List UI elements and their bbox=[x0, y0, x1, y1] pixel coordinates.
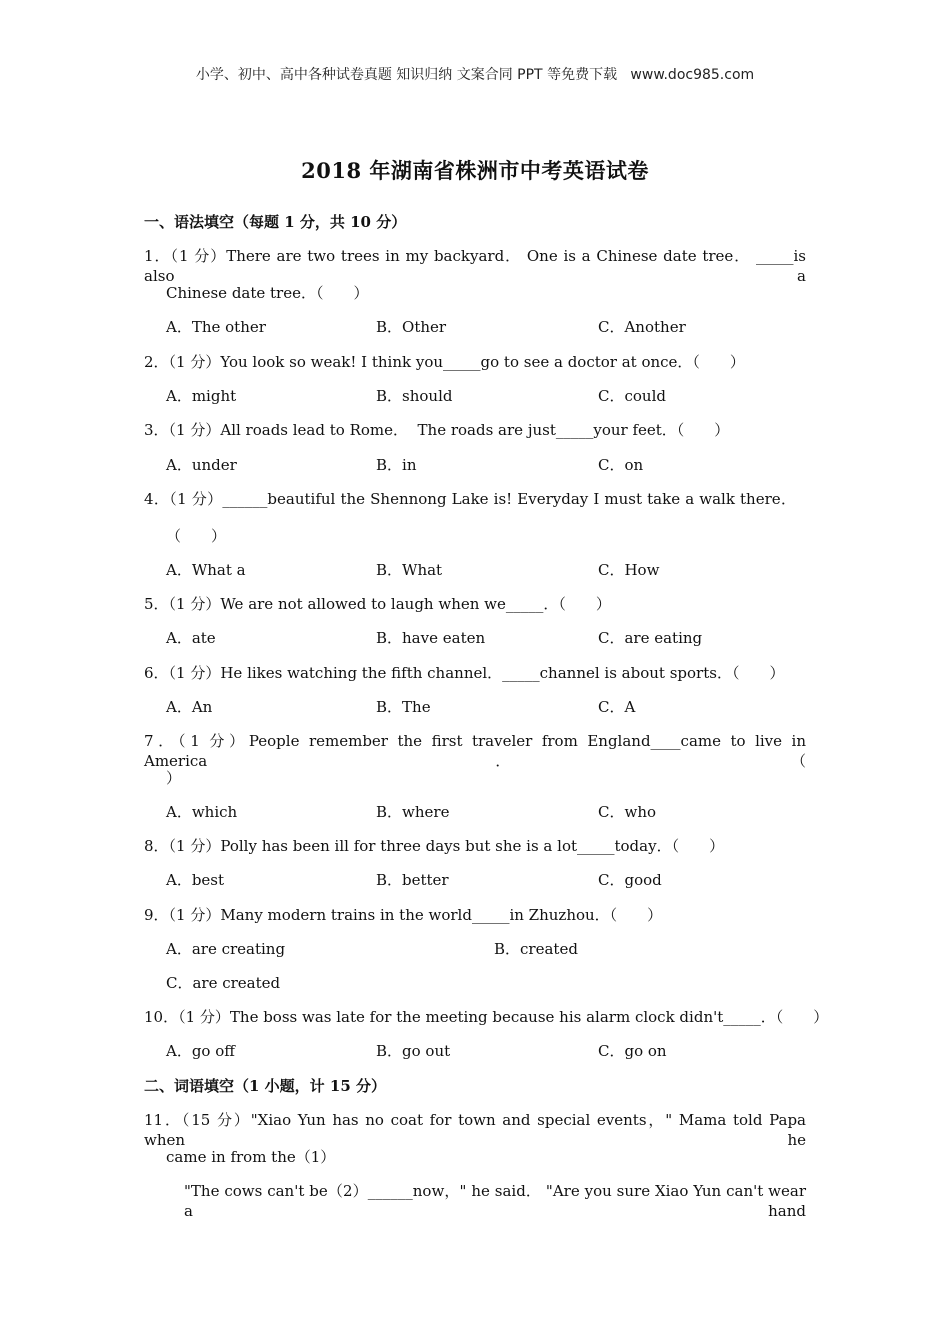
question-4-option-b: B．What bbox=[376, 561, 443, 579]
question-6-option-b: B．The bbox=[376, 698, 431, 716]
question-8-option-c: C．good bbox=[598, 871, 662, 889]
question-9-option-c: C．are created bbox=[166, 974, 281, 992]
question-2-option-c: C．could bbox=[598, 387, 666, 405]
section-heading-grammar: 一、语法填空（每题 1 分，共 10 分） bbox=[144, 213, 407, 231]
passage-line-2: came in from the（1） bbox=[166, 1148, 336, 1166]
question-3-option-b: B．in bbox=[376, 456, 417, 474]
question-10-text: 10．（1 分）The boss was late for the meeting because his alarm clock didn't_____．（ ） bbox=[144, 1008, 829, 1026]
question-4-option-a: A．What a bbox=[166, 561, 246, 579]
question-2-option-b: B．should bbox=[376, 387, 453, 405]
question-8-text: 8．（1 分）Polly has been ill for three days but she is a lot_____today．（ ） bbox=[144, 837, 725, 855]
question-1-text: 1．（1 分）There are two trees in my backyard． One is a Chinese date tree． _____is also a bbox=[144, 247, 806, 285]
question-6-option-c: C．A bbox=[598, 698, 636, 716]
question-7-option-a: A．which bbox=[166, 803, 238, 821]
question-3-text: 3．（1 分）All roads lead to Rome． The roads are just_____your feet．（ ） bbox=[144, 421, 730, 439]
question-5-option-a: A．ate bbox=[166, 629, 216, 647]
question-7-text-cont: ） bbox=[166, 769, 182, 787]
passage-line-1: 11．（15 分）"Xiao Yun has no coat for town and special events，" Mama told Papa when he bbox=[144, 1111, 806, 1149]
page-title: 2018 年湖南省株洲市中考英语试卷 bbox=[301, 158, 649, 183]
question-2-text: 2．（1 分）You look so weak! I think you_____go to see a doctor at once．（ ） bbox=[144, 353, 745, 371]
question-10-option-b: B．go out bbox=[376, 1042, 451, 1060]
question-7-text: 7．（1 分）People remember the first traveler from England____came to live in America．（ bbox=[144, 732, 806, 770]
passage-line-3: "The cows can't be（2）______now，" he said． "Are you sure Xiao Yun can't wear a hand bbox=[184, 1182, 806, 1220]
question-3-option-c: C．on bbox=[598, 456, 644, 474]
question-4-option-c: C．How bbox=[598, 561, 660, 579]
question-6-option-a: A．An bbox=[166, 698, 213, 716]
question-10-option-c: C．go on bbox=[598, 1042, 667, 1060]
question-7-option-b: B．where bbox=[376, 803, 450, 821]
question-7-option-c: C．who bbox=[598, 803, 657, 821]
page-header: 小学、初中、高中各种试卷真题 知识归纳 文案合同 PPT 等免费下载 www.doc985.com bbox=[195, 67, 755, 83]
question-1-option-b: B．Other bbox=[376, 318, 447, 336]
question-1-option-a: A．The other bbox=[166, 318, 266, 336]
question-1-text-cont: Chinese date tree．（ ） bbox=[166, 284, 369, 302]
question-8-option-a: A．best bbox=[166, 871, 225, 889]
question-5-option-b: B．have eaten bbox=[376, 629, 486, 647]
section-heading-vocabulary: 二、词语填空（1 小题，计 15 分） bbox=[144, 1077, 386, 1095]
question-3-option-a: A．under bbox=[166, 456, 237, 474]
question-5-option-c: C．are eating bbox=[598, 629, 703, 647]
question-8-option-b: B．better bbox=[376, 871, 449, 889]
question-2-option-a: A．might bbox=[166, 387, 237, 405]
question-10-option-a: A．go off bbox=[166, 1042, 235, 1060]
question-9-option-a: A．are creating bbox=[166, 940, 286, 958]
question-4-text-cont: （ ） bbox=[166, 527, 227, 545]
question-5-text: 5．（1 分）We are not allowed to laugh when we_____．（ ） bbox=[144, 595, 611, 613]
question-4-text: 4．（1 分）______beautiful the Shennong Lake is! Everyday I must take a walk there． bbox=[144, 490, 796, 508]
question-9-option-b: B．created bbox=[494, 940, 578, 958]
question-9-text: 9．（1 分）Many modern trains in the world_____in Zhuzhou．（ ） bbox=[144, 906, 663, 924]
question-1-option-c: C．Another bbox=[598, 318, 686, 336]
question-6-text: 6．（1 分）He likes watching the fifth channel．_____channel is about sports．（ ） bbox=[144, 664, 785, 682]
